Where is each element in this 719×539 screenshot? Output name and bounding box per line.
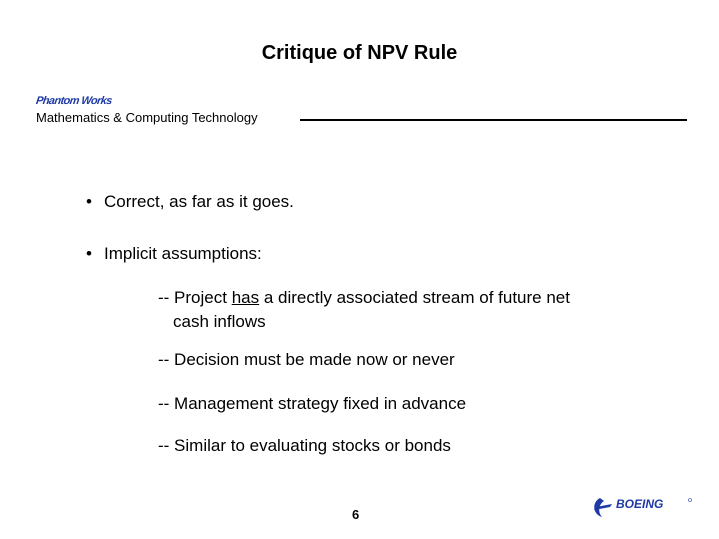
- sub-item-continuation: cash inflows: [173, 312, 266, 331]
- boeing-logo-icon: [590, 492, 700, 522]
- division-name: Mathematics & Computing Technology: [36, 110, 258, 125]
- bullet-text: Implicit assumptions:: [104, 244, 262, 263]
- sub-item: -- Management strategy fixed in advance: [158, 394, 467, 413]
- sub-item-rest: a directly associated stream of future net: [259, 288, 570, 307]
- bullet-item: [86, 244, 262, 264]
- slide-title: Critique of NPV Rule: [261, 42, 458, 64]
- header-divider: [300, 119, 687, 121]
- logo-wordmark: BOEING: [616, 497, 664, 511]
- bullet-icon: •: [86, 192, 92, 211]
- sub-item: -- Decision must be made now or never: [158, 350, 455, 369]
- bullet-text: Correct, as far as it goes.: [104, 192, 294, 211]
- bullet-icon: •: [86, 244, 92, 263]
- sub-item: -- Similar to evaluating stocks or bonds: [158, 436, 451, 455]
- phantom-works-logo: Phantom Works: [35, 95, 113, 107]
- sub-item: [158, 286, 570, 334]
- bullet-item: [86, 192, 294, 212]
- sub-item-emphasis: has: [231, 288, 260, 307]
- page-number: 6: [352, 507, 360, 522]
- sub-item-prefix: -- Project: [158, 288, 232, 307]
